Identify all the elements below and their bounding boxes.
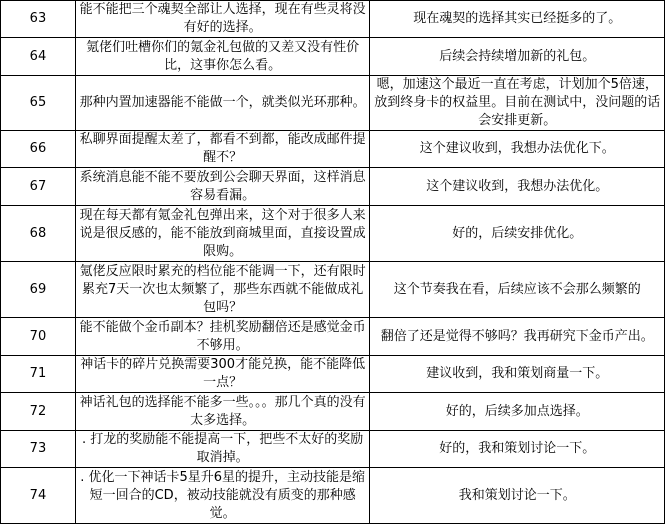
answer-cell: 我和策划讨论一下。	[370, 468, 665, 524]
table-row	[1, 131, 665, 168]
table-row	[1, 38, 665, 76]
answer-cell: 翻倍了还是觉得不够吗？我再研究下金币产出。	[370, 318, 665, 356]
table-row	[1, 262, 665, 318]
answer-cell: 现在魂契的选择其实已经挺多的了。	[370, 1, 665, 38]
question-cell: 系统消息能不能不要放到公会聊天界面，这样消息容易看漏。	[75, 168, 370, 206]
question-cell: . 优化一下神话卡5星升6星的提升，主动技能是缩短一回合的CD，被动技能就没有质变的那种感觉。	[75, 468, 370, 524]
answer-cell: 建议收到，我和策划商量一下。	[370, 356, 665, 393]
row-number: 67	[1, 168, 76, 206]
row-number: 69	[1, 262, 76, 318]
row-number: 72	[1, 393, 76, 431]
question-cell: 那种内置加速器能不能做一个，就类似光环那种。	[75, 76, 370, 131]
question-cell: . 打龙的奖励能不能提高一下，把些不太好的奖励取消掉。	[75, 431, 370, 468]
question-cell: 氪佬反应限时累充的档位能不能调一下，还有限时累充7天一次也太频繁了，那些东西就不能做成礼包吗？	[75, 262, 370, 318]
question-cell: 氪佬们吐槽你们的氪金礼包做的又差又没有性价比，这事你怎么看。	[75, 38, 370, 76]
question-cell: 神话礼包的选择能不能多一些。。。那几个真的没有太多选择。	[75, 393, 370, 431]
table-row	[1, 393, 665, 431]
answer-cell: 好的，我和策划讨论一下。	[370, 431, 665, 468]
row-number: 71	[1, 356, 76, 393]
question-cell: 能不能做个金币副本？挂机奖励翻倍还是感觉金币不够用。	[75, 318, 370, 356]
table-row	[1, 318, 665, 356]
table-row	[1, 356, 665, 393]
answer-cell: 好的，后续安排优化。	[370, 206, 665, 262]
row-number: 70	[1, 318, 76, 356]
row-number: 73	[1, 431, 76, 468]
answer-cell: 这个节奏我在看，后续应该不会那么频繁的	[370, 262, 665, 318]
answer-cell: 后续会持续增加新的礼包。	[370, 38, 665, 76]
table-row	[1, 168, 665, 206]
question-cell: 能不能把三个魂契全部让人选择，现在有些灵将没有好的选择。	[75, 1, 370, 38]
question-cell: 现在每天都有氪金礼包弹出来，这个对于很多人来说是很反感的，能不能放到商城里面，直接设置成限购。	[75, 206, 370, 262]
table-row	[1, 206, 665, 262]
row-number: 68	[1, 206, 76, 262]
answer-cell: 好的，后续多加点选择。	[370, 393, 665, 431]
row-number: 65	[1, 76, 76, 131]
table-row	[1, 468, 665, 524]
table-row	[1, 431, 665, 468]
row-number: 66	[1, 131, 76, 168]
question-cell: 私聊界面提醒太差了，都看不到都，能改成邮件提醒不？	[75, 131, 370, 168]
row-number: 63	[1, 1, 76, 38]
row-number: 64	[1, 38, 76, 76]
answer-cell: 这个建议收到，我想办法优化下。	[370, 131, 665, 168]
question-cell: 神话卡的碎片兑换需要300才能兑换，能不能降低一点？	[75, 356, 370, 393]
answer-cell: 嗯，加速这个最近一直在考虑，计划加个5倍速，放到终身卡的权益里。目前在测试中，没问题的话会安排更新。	[370, 76, 665, 131]
table-row	[1, 76, 665, 131]
row-number: 74	[1, 468, 76, 524]
table-row	[1, 1, 665, 38]
answer-cell: 这个建议收到，我想办法优化。	[370, 168, 665, 206]
